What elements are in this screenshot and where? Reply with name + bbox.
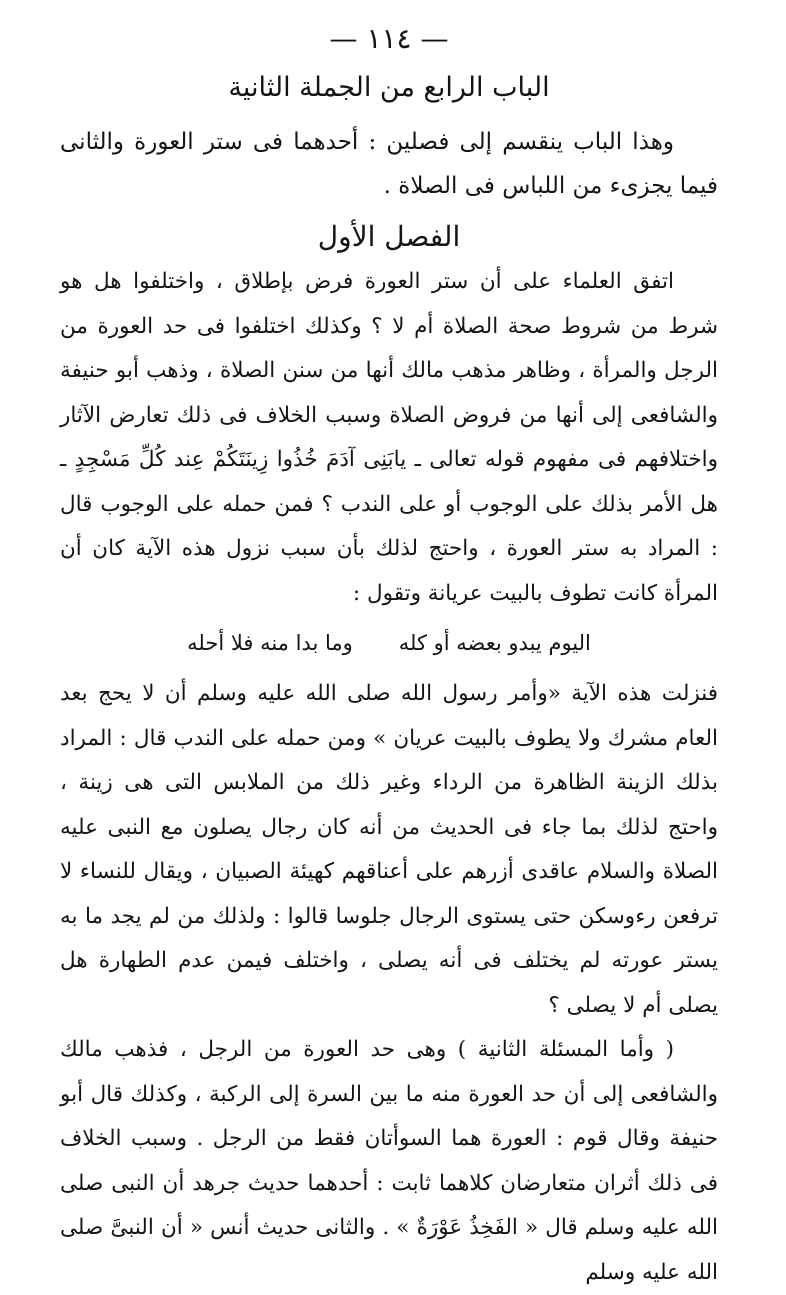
verse-hemistich-first: اليوم يبدو بعضه أو كله (398, 631, 591, 655)
paragraph-revelation: فنزلت هذه الآية «وأمر رسول الله صلى الله عليه وسلم أن لا يحج بعد العام مشرك ولا يطوف بالبيت عريان » ومن حمله على الندب قال : المراد بذلك الزينة الظاهرة من الرداء وغير ذلك من الملابس التى هى زينة ، واحتج لذلك بما جاء فى الحديث من أنه كان رجال يصلون مع النبى عليه الصلاة والسلام عاقدى أزرهم على أعناقهم كهيئة الصبيان ، ويقال للنساء لا ترفعن رءوسكن حتى يستوى الرجال جلوسا قالوا : ولذلك من لم يجد ما به يستر عورته لم يختلف فى أنه يصلى ، واختلف فيمن عدم الطهارة هل يصلى أم لا يصلى ؟ (60, 681, 718, 1018)
poetry-verse (60, 620, 718, 666)
paragraph-covering-awrah: اتفق العلماء على أن ستر العورة فرض بإطلاق ، واختلفوا هل هو شرط من شروط صحة الصلاة أم لا ؟ وكذلك اختلفوا فى حد العورة من الرجل والمرأة ، وظاهر مذهب مالك أنها من سنن الصلاة ، وذهب أبو حنيفة والشافعى إلى أنها من فروض الصلاة وسبب الخلاف فى ذلك تعارض الآثار واختلافهم فى مفهوم قوله تعالى ـ يابَنِى آدَمَ خُذُوا زِينَتَكُمْ عِند كُلِّ مَسْجِدٍ ـ هل الأمر بذلك على الوجوب أو على الندب ؟ فمن حمله على الوجوب قال : المراد به ستر العورة ، واحتج لذلك بأن سبب نزول هذه الآية كان أن المرأة كانت تطوف بالبيت عريانة وتقول : (60, 269, 718, 606)
chapter-intro: وهذا الباب ينقسم إلى فصلين : أحدهما فى ستر العورة والثانى فيما يجزىء من اللباس فى الصلاة . (60, 129, 718, 199)
paragraph-second-question: ( وأما المسئلة الثانية ) وهى حد العورة من الرجل ، فذهب مالك والشافعى إلى أن حد العورة منه ما بين السرة إلى الركبة ، وكذلك قال أبو حنيفة وقال قوم : العورة هما السوأتان فقط من الرجل . وسبب الخلاف فى ذلك أثران متعارضان كلاهما ثابت : أحدهما حديث جرهد أن النبى صلى الله عليه وسلم قال « الفَخِذُ عَوْرَةٌ » . والثانى حديث أنس « أن النبىَّ صلى الله عليه وسلم (60, 1037, 718, 1285)
chapter-title: الباب الرابع من الجملة الثانية (228, 72, 550, 103)
verse-hemistich-second: وما بدا منه فلا أحله (187, 631, 353, 655)
section-title: الفصل الأول (317, 220, 461, 253)
page-number: — ١١٤ — (329, 22, 449, 55)
